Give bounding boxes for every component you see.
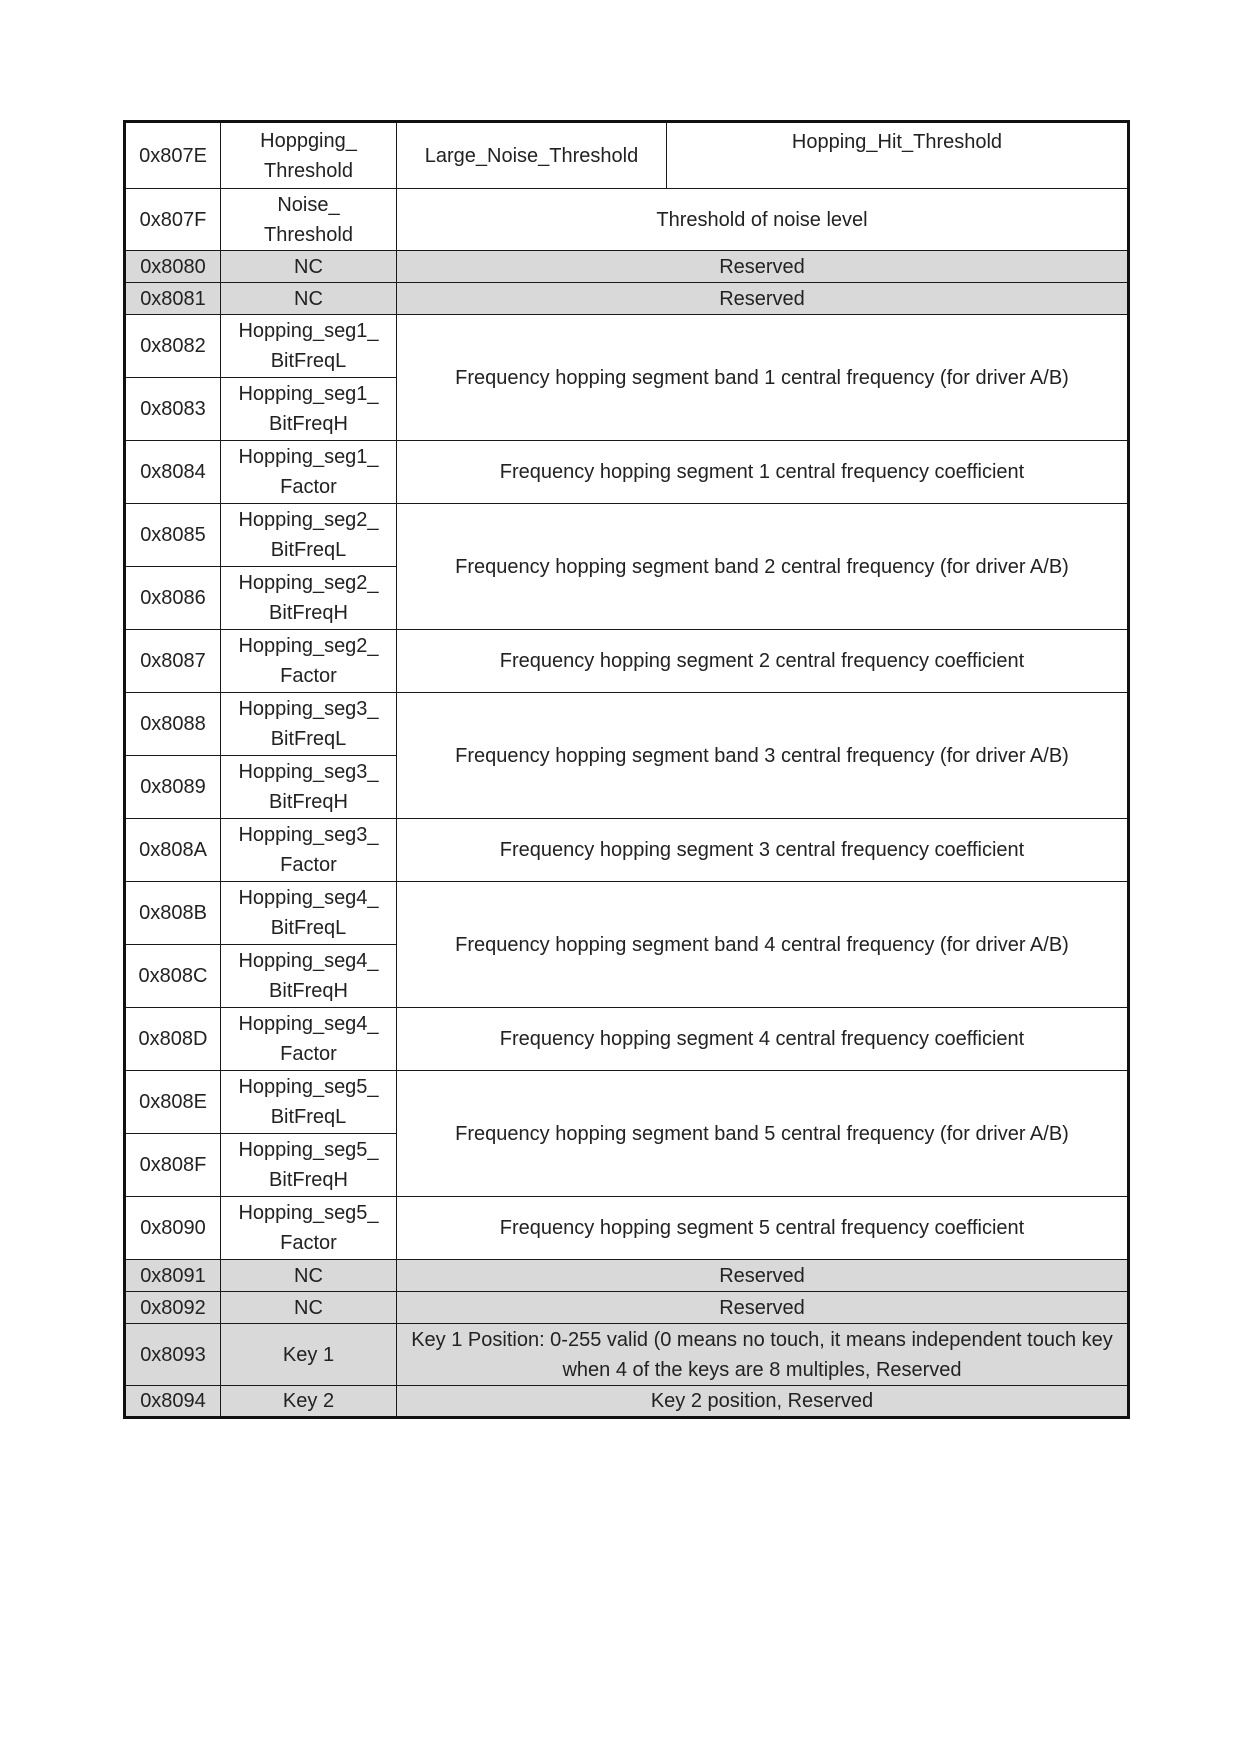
field-name-line1: NC: [294, 287, 323, 310]
address-cell: 0x808F: [125, 1134, 221, 1197]
address-cell: 0x8086: [125, 567, 221, 630]
field-name-line2: BitFreqH: [269, 602, 348, 624]
address-cell: 0x8091: [125, 1260, 221, 1292]
description-cell: Frequency hopping segment band 5 central frequency (for driver A/B): [397, 1071, 1129, 1197]
field-name-cell: [221, 1134, 397, 1197]
field-name-line2: BitFreqH: [269, 980, 348, 1002]
address-cell: 0x808B: [125, 882, 221, 945]
address-cell: 0x808A: [125, 819, 221, 882]
field-name-cell: [221, 1324, 397, 1386]
table-row: [125, 1260, 1129, 1292]
field-name-line2: Factor: [280, 854, 337, 876]
field-name-line2: BitFreqL: [270, 728, 347, 750]
field-name-line1: Hoppging_: [260, 129, 357, 152]
description-cell: Frequency hopping segment 4 central frequency coefficient: [397, 1008, 1129, 1071]
field-name-cell: [221, 1008, 397, 1071]
field-name-cell: [221, 1386, 397, 1418]
table-row: [125, 441, 1129, 504]
table-row: [125, 251, 1129, 283]
field-name-cell: [221, 882, 397, 945]
table-row: [125, 315, 1129, 378]
address-cell: 0x8082: [125, 315, 221, 378]
description-cell: Frequency hopping segment 2 central frequency coefficient: [397, 630, 1129, 693]
register-table: [123, 120, 1130, 1419]
address-cell: 0x8094: [125, 1386, 221, 1418]
address-cell: 0x808E: [125, 1071, 221, 1134]
table-row: [125, 1386, 1129, 1418]
description-cell: Hopping_Hit_Threshold: [667, 122, 1129, 189]
address-cell: 0x8088: [125, 693, 221, 756]
description-cell: Frequency hopping segment band 4 central frequency (for driver A/B): [397, 882, 1129, 1008]
field-name-line2: BitFreqL: [270, 350, 347, 372]
field-name-cell: [221, 315, 397, 378]
address-cell: 0x8085: [125, 504, 221, 567]
field-name-line1: Hopping_seg1_: [238, 446, 379, 468]
address-cell: 0x8083: [125, 378, 221, 441]
field-name-cell: [221, 567, 397, 630]
field-name-line2: BitFreqH: [269, 1169, 348, 1191]
field-name-line2: Threshold: [264, 159, 353, 182]
table-row: [125, 882, 1129, 945]
address-cell: 0x808C: [125, 945, 221, 1008]
field-name-line2: BitFreqL: [270, 539, 347, 561]
address-cell: 0x8080: [125, 251, 221, 283]
address-cell: 0x8087: [125, 630, 221, 693]
field-name-line1: Key 1: [282, 1343, 335, 1366]
table-row: [125, 1292, 1129, 1324]
field-name-line1: Hopping_seg5_: [238, 1139, 379, 1161]
field-name-line1: Hopping_seg2_: [238, 509, 379, 531]
table-row: [125, 693, 1129, 756]
field-name-line1: Hopping_seg3_: [238, 824, 379, 846]
table-row: [125, 1071, 1129, 1134]
field-name-line1: Hopping_seg5_: [238, 1076, 379, 1098]
field-name-cell: [221, 122, 397, 189]
table-row: [125, 283, 1129, 315]
field-name-line1: Hopping_seg5_: [238, 1202, 379, 1224]
field-name-line1: Key 2: [282, 1390, 335, 1412]
description-cell: Key 2 position, Reserved: [397, 1386, 1129, 1418]
field-name-cell: [221, 1292, 397, 1324]
address-cell: 0x8081: [125, 283, 221, 315]
address-cell: 0x8093: [125, 1324, 221, 1386]
address-cell: 0x8092: [125, 1292, 221, 1324]
field-name-line2: Factor: [280, 1232, 337, 1254]
field-name-cell: [221, 283, 397, 315]
table-row: [125, 504, 1129, 567]
description-cell: Frequency hopping segment 5 central frequency coefficient: [397, 1197, 1129, 1260]
description-cell: Reserved: [397, 1292, 1129, 1324]
address-cell: 0x8084: [125, 441, 221, 504]
field-name-line1: Hopping_seg1_: [238, 320, 379, 342]
field-name-line2: BitFreqL: [270, 1106, 347, 1128]
field-name-cell: [221, 819, 397, 882]
field-name-cell: [221, 441, 397, 504]
table-row: [125, 1324, 1129, 1386]
table-row: [125, 1008, 1129, 1071]
field-name-cell: [221, 504, 397, 567]
field-name-line1: Hopping_seg4_: [238, 950, 379, 972]
field-name-line1: NC: [294, 1296, 323, 1319]
field-name-line1: Hopping_seg2_: [238, 572, 379, 594]
address-cell: 0x8089: [125, 756, 221, 819]
table-row: [125, 122, 1129, 189]
field-name-line1: NC: [294, 255, 323, 278]
field-name-cell: [221, 945, 397, 1008]
description-cell: Reserved: [397, 283, 1129, 315]
description-cell: Frequency hopping segment 3 central frequency coefficient: [397, 819, 1129, 882]
field-name-cell: [221, 1197, 397, 1260]
address-cell: 0x808D: [125, 1008, 221, 1071]
field-name-line1: Hopping_seg4_: [238, 887, 379, 909]
description-cell: Frequency hopping segment band 2 central frequency (for driver A/B): [397, 504, 1129, 630]
field-name-line1: Hopping_seg1_: [238, 383, 379, 405]
field-name-cell: [221, 378, 397, 441]
field-name-line1: NC: [294, 1264, 323, 1287]
table-row: [125, 189, 1129, 251]
field-name-cell: [221, 630, 397, 693]
field-name-line1: Hopping_seg3_: [238, 698, 379, 720]
table-row: [125, 630, 1129, 693]
description-cell: Large_Noise_Threshold: [397, 122, 667, 189]
field-name-cell: [221, 693, 397, 756]
table-row: [125, 1197, 1129, 1260]
description-cell: Frequency hopping segment band 1 central frequency (for driver A/B): [397, 315, 1129, 441]
field-name-cell: [221, 251, 397, 283]
field-name-line2: BitFreqL: [270, 917, 347, 939]
field-name-line2: Factor: [280, 665, 337, 687]
description-cell: Key 1 Position: 0-255 valid (0 means no touch, it means independent touch key when 4 of the keys are 8 multiples, Reserved: [397, 1324, 1129, 1386]
description-cell: Reserved: [397, 251, 1129, 283]
address-cell: 0x8090: [125, 1197, 221, 1260]
description-cell: Frequency hopping segment band 3 central frequency (for driver A/B): [397, 693, 1129, 819]
description-cell: Threshold of noise level: [397, 189, 1129, 251]
field-name-cell: [221, 1071, 397, 1134]
field-name-line1: Noise_: [277, 193, 340, 216]
table-row: [125, 819, 1129, 882]
field-name-line2: Factor: [280, 1043, 337, 1065]
field-name-line1: Hopping_seg4_: [238, 1013, 379, 1035]
field-name-cell: [221, 756, 397, 819]
description-cell: Frequency hopping segment 1 central frequency coefficient: [397, 441, 1129, 504]
field-name-cell: [221, 189, 397, 251]
address-cell: 0x807E: [125, 122, 221, 189]
field-name-line2: BitFreqH: [269, 791, 348, 813]
address-cell: 0x807F: [125, 189, 221, 251]
field-name-line1: Hopping_seg2_: [238, 635, 379, 657]
field-name-line2: Factor: [280, 476, 337, 498]
field-name-line1: Hopping_seg3_: [238, 761, 379, 783]
description-cell: Reserved: [397, 1260, 1129, 1292]
field-name-line2: BitFreqH: [269, 413, 348, 435]
field-name-cell: [221, 1260, 397, 1292]
field-name-line2: Threshold: [264, 223, 353, 246]
